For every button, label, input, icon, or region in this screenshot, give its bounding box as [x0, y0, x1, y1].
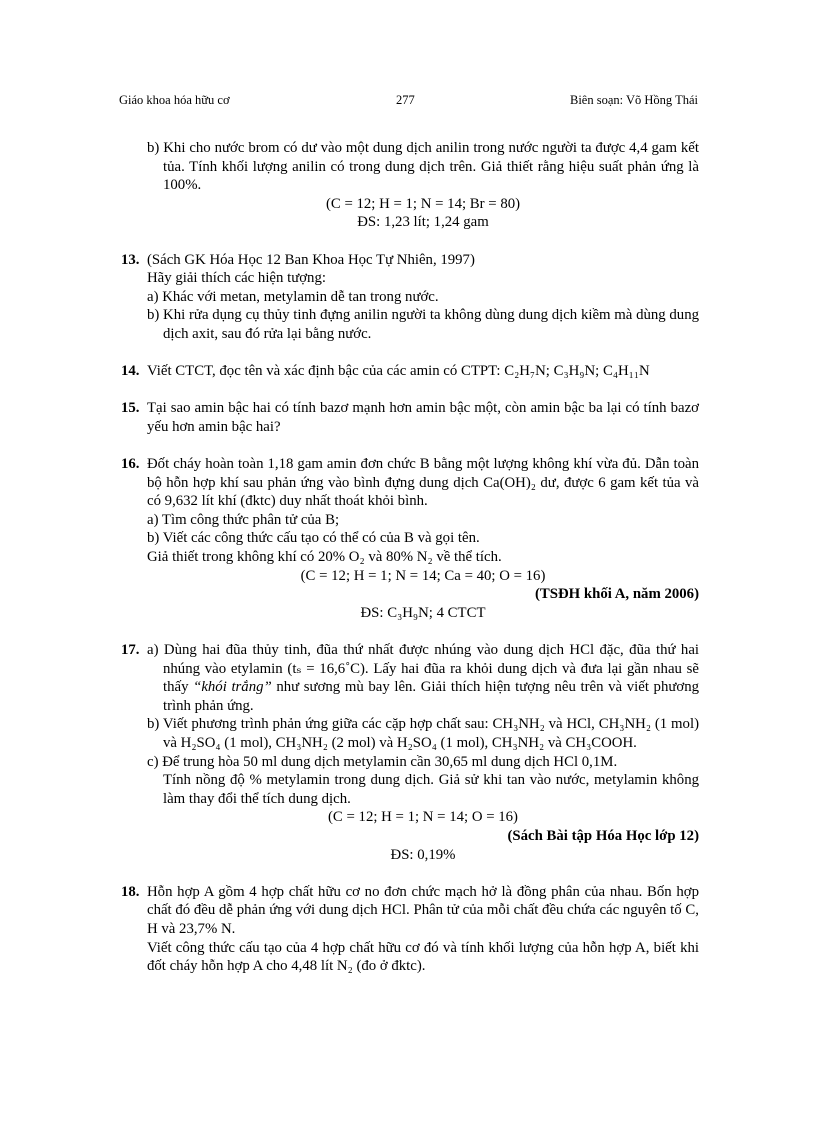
q13-part-b: b) Khi rửa dụng cụ thủy tinh đựng anilin người ta không dùng dung dịch kiềm mà dùng dung dịch axit, sau đó rửa lại bằng nước.	[147, 307, 699, 342]
question-15	[121, 399, 699, 436]
q17-number: 17.	[121, 642, 140, 659]
question-16	[121, 455, 699, 622]
q18-text-2: Viết công thức cấu tạo của 4 hợp chất hữu cơ đó và tính khối lượng của hỗn hợp A, biết khi đốt cháy hỗn hợp A cho 4,48 lít N₂ (đo ở đktc).	[147, 939, 699, 975]
question-12-continued	[121, 139, 699, 232]
page-content	[121, 139, 699, 976]
question-18	[121, 883, 699, 976]
q14-text: Viết CTCT, đọc tên và xác định bậc của các amin có CTPT: C₂H₇N; C₃H₉N; C₄H₁₁N	[147, 363, 650, 380]
header-left: Giáo khoa hóa hữu cơ	[119, 93, 230, 107]
q17-source: (Sách Bài tập Hóa Học lớp 12)	[507, 827, 699, 844]
q17-part-b: b) Viết phương trình phản ứng giữa các cặp hợp chất sau: CH₃NH₂ và HCl, CH₃NH₂ (1 mol) và H₂SO₄ (1 mol), CH₃NH₂ (2 mol) và H₂SO₄ (1 mol), CH₃NH₂ và CH₃COOH.	[147, 716, 699, 751]
q16-part-a: a) Tìm công thức phân tử của B;	[147, 511, 340, 528]
q16-note: Giả thiết trong không khí có 20% O₂ và 80% N₂ về thể tích.	[147, 549, 502, 566]
q17-part-a-text2: như sương mù bay lên. Giải thích hiện tượng nêu trên và viết phương trình phản ứng.	[163, 679, 699, 714]
q15-text: Tại sao amin bậc hai có tính bazơ mạnh hơn amin bậc một, còn amin bậc ba lại có tính bazơ yếu hơn amin bậc hai?	[147, 400, 699, 435]
q12-masses: (C = 12; H = 1; N = 14; Br = 80)	[325, 195, 521, 212]
question-17	[121, 641, 699, 864]
q16-number: 16.	[121, 456, 140, 473]
q13-prompt: Hãy giải thích các hiện tượng:	[147, 270, 326, 287]
q17-part-a-quote: “khói trắng”	[193, 679, 272, 696]
page-number: 277	[396, 93, 415, 107]
q18-text: Hỗn hợp A gồm 4 hợp chất hữu cơ no đơn chức mạch hở là đồng phân của nhau. Bốn hợp chất đó đều dễ phản ứng với dung dịch HCl. Phân tử của mỗi chất đều chứa các nguyên tố C, H và 23,7% N.	[147, 883, 699, 937]
q16-masses: (C = 12; H = 1; N = 14; Ca = 40; O = 16)	[300, 567, 546, 584]
q17-part-a-text1: a) Dùng hai đũa thủy tinh, đũa thứ nhất được nhúng vào dung dịch HCl đặc, đũa thứ hai nhúng vào etylamin (tₛ = 16,6˚C). Lấy hai đũa ra khỏi dung dịch và đưa lại gần nhau sẽ thấy	[147, 642, 699, 696]
q17-answer: ĐS: 0,19%	[390, 846, 456, 863]
header-right: Biên soạn: Võ Hồng Thái	[569, 93, 698, 107]
q16-part-b: b) Viết các công thức cấu tạo có thể có của B và gọi tên.	[147, 530, 480, 547]
question-14	[121, 362, 699, 381]
q16-source: (TSĐH khối A, năm 2006)	[534, 586, 699, 603]
q13-number: 13.	[121, 251, 140, 268]
q17-part-c: c) Để trung hòa 50 ml dung dịch metylamin cần 30,65 ml dung dịch HCl 0,1M.	[147, 753, 618, 770]
q17-part-c-detail: Tính nồng độ % metylamin trong dung dịch. Giả sử khi tan vào nước, metylamin không làm thay đổi thể tích dung dịch.	[163, 772, 699, 807]
q16-answer: ĐS: C₃H₉N; 4 CTCT	[360, 604, 486, 621]
q15-number: 15.	[121, 400, 140, 417]
q17-part-a	[147, 641, 699, 715]
q12-part-b: b) Khi cho nước brom có dư vào một dung dịch anilin trong nước người ta được 4,4 gam kết tủa. Tính khối lượng anilin có trong dung dịch trên. Giả thiết rằng hiệu suất phản ứng là 100%.	[147, 140, 699, 194]
q14-number: 14.	[121, 363, 140, 380]
q18-number: 18.	[121, 883, 140, 900]
q13-part-a: a) Khác với metan, metylamin dễ tan trong nước.	[147, 288, 439, 305]
q17-masses: (C = 12; H = 1; N = 14; O = 16)	[328, 809, 518, 826]
q16-text: Đốt cháy hoàn toàn 1,18 gam amin đơn chức B bằng một lượng không khí vừa đủ. Dẫn toàn bộ hỗn hợp khí sau phản ứng vào bình đựng dung dịch Ca(OH)₂ dư, được 6 gam kết tủa và có 9,632 lít khí (đktc) duy nhất thoát khỏi bình.	[147, 456, 699, 510]
question-13	[121, 251, 699, 344]
q12-answer: ĐS: 1,23 lít; 1,24 gam	[357, 214, 489, 231]
q13-source: (Sách GK Hóa Học 12 Ban Khoa Học Tự Nhiên, 1997)	[147, 251, 475, 268]
